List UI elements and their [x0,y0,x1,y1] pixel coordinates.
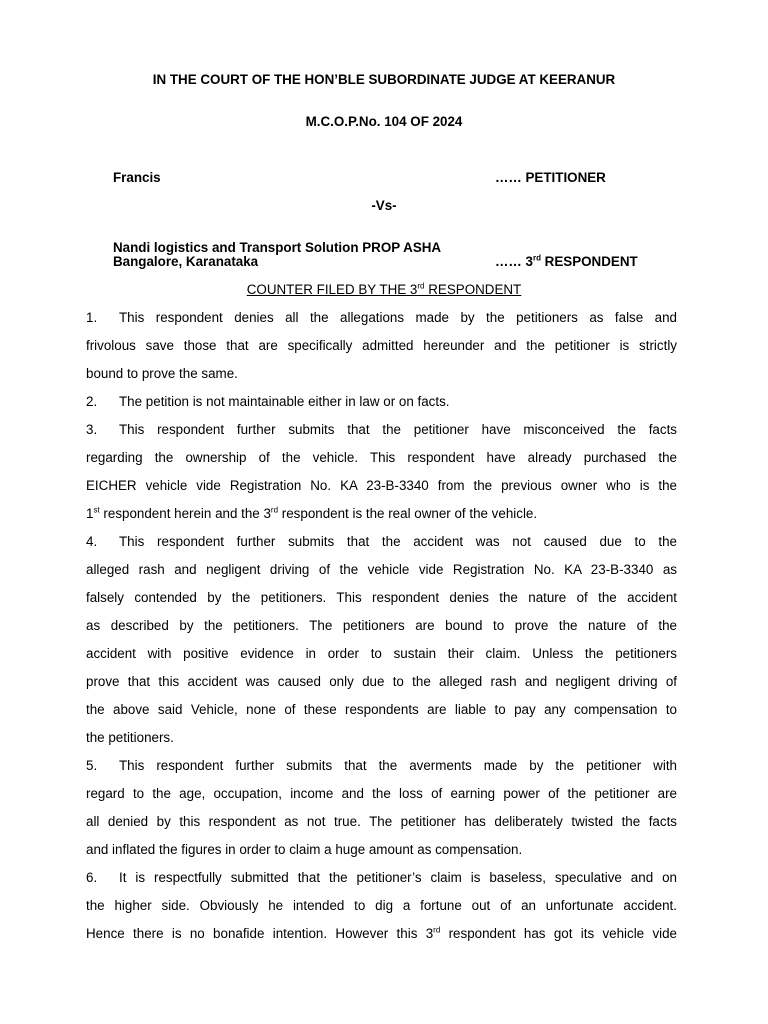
case-number: M.C.O.P.No. 104 OF 2024 [305,114,463,129]
petitioner-name: Francis [113,170,161,185]
paragraph-3: 3. This respondent further submits that the petitioner have misconceived the facts regarding the ownership of the vehicle. This respondent have already purchased the EICHER vehicle vide Registration No. KA 23-B-3340 from the previous owner who is the 1st respondent herein and the 3rd respondent is the real owner of the vehicle. [86,416,677,528]
paragraph-5: 5. This respondent further submits that the averments made by the petitioner with regard to the age, occupation, income and the loss of earning power of the petitioner are all denied by this respondent as not true. The petitioner has deliberately twisted the facts and inflated the figures in order to claim a huge amount as compensation. [86,752,677,864]
respondent-name-line1: Nandi logistics and Transport Solution PROP ASHA [113,240,442,255]
paragraph-number: 5. [86,758,98,773]
paragraph-number: 3. [86,422,98,437]
paragraph-number: 2. [86,394,98,409]
respondent-role: …… 3rd RESPONDENT [495,253,638,269]
court-title: IN THE COURT OF THE HON’BLE SUBORDINATE JUDGE AT KEERANUR [152,72,616,87]
versus-label: -Vs- [371,198,397,213]
paragraph-2: 2. The petition is not maintainable either in law or on facts. [86,388,677,416]
petitioner-role: …… PETITIONER [495,170,606,185]
paragraph-number: 1. [86,310,98,325]
paragraph-number: 6. [86,870,98,885]
paragraph-6: 6. It is respectfully submitted that the petitioner’s claim is baseless, speculative and on the higher side. Obviously he intended to dig a fortune out of an unfortunate accident. Hence there is no bonafide intention. However this 3rd respondent has got its vehicle vide [86,864,677,948]
counter-heading: COUNTER FILED BY THE 3rd RESPONDENT [246,281,522,297]
paragraph-number: 4. [86,534,98,549]
respondent-name-line2: Bangalore, Karanataka [113,254,259,269]
paragraph-4: 4. This respondent further submits that the accident was not caused due to the alleged rash and negligent driving of the vehicle vide Registration No. KA 23-B-3340 as falsely contended by the petitioners. This respondent denies the nature of the accident as described by the petitioners. The petitioners are bound to prove the nature of the accident with positive evidence in order to sustain their claim. Unless the petitioners prove that this accident was caused only due to the alleged rash and negligent driving of the above said Vehicle, none of these respondents are liable to pay any compensation to the petitioners. [86,528,677,752]
paragraph-1: 1. This respondent denies all the allegations made by the petitioners as false and frivolous save those that are specifically admitted hereunder and the petitioner is strictly bound to prove the same. [86,304,677,388]
